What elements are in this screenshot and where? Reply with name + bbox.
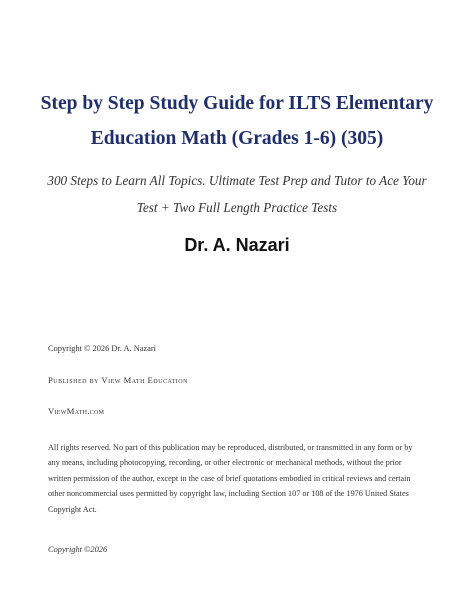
book-title-line-2: Education Math (Grades 1-6) (305) [90, 128, 384, 149]
rights-line: any means, including photocopying, recording, or other electronic or mechanical methods, without the prior [48, 458, 402, 468]
rights-line: other noncommercial uses permitted by copyright law, including Section 107 or 108 of the 1976 United States [48, 489, 409, 499]
rights-line: All rights reserved. No part of this publication may be reproduced, distributed, or transmitted in any form or by [48, 443, 413, 452]
book-title-line-1: Step by Step Study Guide for ILTS Elementary [40, 93, 434, 114]
rights-statement [48, 440, 460, 517]
rights-line: Copyright Act. [48, 504, 97, 514]
publisher-line: Published by View Math Education [48, 375, 188, 385]
book-subtitle-line-1: 300 Steps to Learn All Topics. Ultimate Test Prep and Tutor to Ace Your [47, 173, 427, 188]
publisher-website: ViewMath.com [48, 406, 105, 416]
copyright-notice: Copyright © 2026 Dr. A. Nazari [48, 344, 157, 353]
book-subtitle-line-2: Test + Two Full Length Practice Tests [136, 200, 338, 215]
footer-copyright: Copyright ©2026 [48, 545, 108, 554]
rights-line: written permission of the author, except in the case of brief quotations embodied in critical reviews and certain [48, 473, 411, 483]
author-name: Dr. A. Nazari [184, 235, 290, 255]
